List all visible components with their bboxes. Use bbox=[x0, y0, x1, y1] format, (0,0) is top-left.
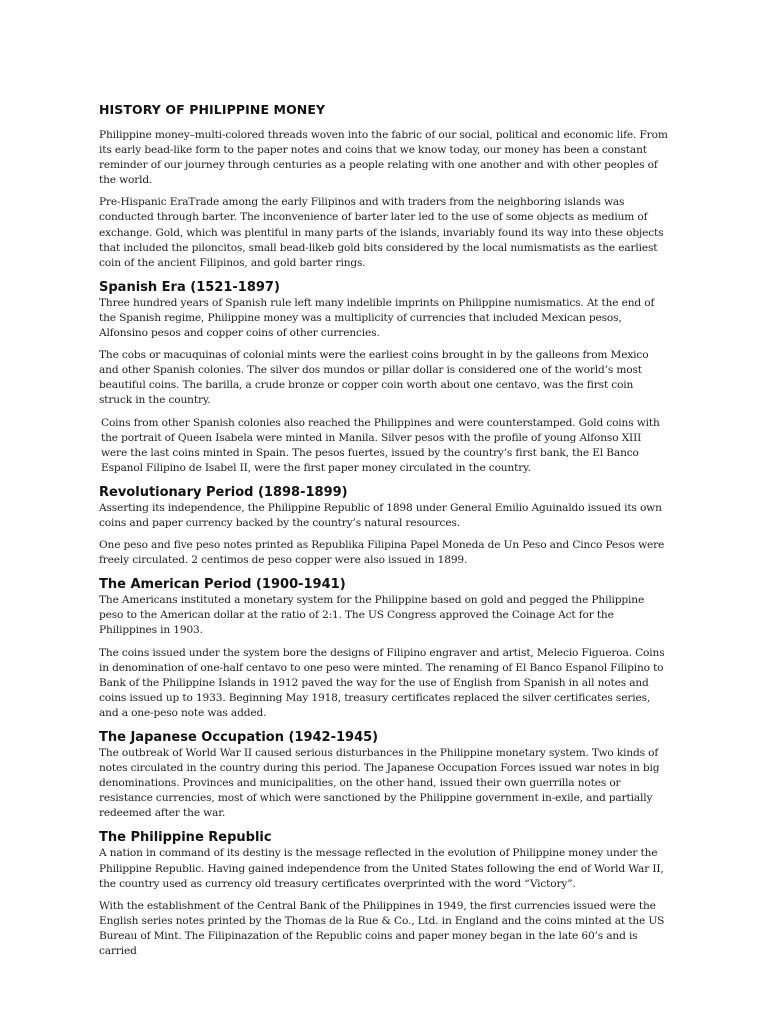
intro-paragraph: Philippine money–multi-colored threads woven into the fabric of our social, political and economic life. From its early bead-like form to the paper notes and coins that we know today, our money has been a constant reminder of our journey through centuries as a people relating with one another and with other peoples of the world. bbox=[99, 129, 668, 187]
section-philippine-republic bbox=[99, 829, 669, 959]
section-heading: The Japanese Occupation (1942-1945) bbox=[99, 730, 379, 745]
intro-paragraph: Pre-Hispanic EraTrade among the early Filipinos and with traders from the neighboring islands was conducted through barter. The inconvenience of barter later led to the use of some objects as medium of exchange. Gold, which was plentiful in many parts of the islands, invariably found its way into these objects that included the piloncitos, small bead-likeb gold bits considered by the local numismatists as the earliest coin of the ancient Filipinos, and gold barter rings. bbox=[99, 196, 664, 269]
section-paragraph: The outbreak of World War II caused serious disturbances in the Philippine monetary system. Two kinds of notes circulated in the country during this period. The Japanese Occupation Forces issued war notes in big denominations. Provinces and municipalities, on the other hand, issued their own guerrilla notes or resistance currencies, most of which were sanctioned by the Philippine government in-exile, and partially redeemed after the war. bbox=[99, 747, 660, 820]
section-paragraph: The Americans instituted a monetary system for the Philippine based on gold and pegged the Philippine peso to the American dollar at the ratio of 2:1. The US Congress approved the Coinage Act for the Philippines in 1903. bbox=[99, 594, 645, 637]
section-heading: Revolutionary Period (1898-1899) bbox=[99, 484, 348, 500]
section-paragraph: The coins issued under the system bore the designs of Filipino engraver and artist, Melecio Figueroa. Coins in denomination of one-half centavo to one peso were minted. The renaming of El Banco Espanol Filipino to Bank of the Philippine Islands in 1912 paved the way for the use of English from Spanish in all notes and coins issued up to 1933. Beginning May 1918, treasury certificates replaced the silver certificates series, and a one-peso note was added. bbox=[99, 646, 665, 719]
section-paragraph: Coins from other Spanish colonies also reached the Philippines and were counterstamped. Gold coins with the portrait of Queen Isabela were minted in Manila. Silver pesos with the profile of young Alfonso XIII were the last coins minted in Spain. The pesos fuertes, issued by the country’s first bank, the El Banco Espanol Filipino de Isabel II, were the first paper money circulated in the country. bbox=[101, 416, 660, 474]
section-paragraph: The cobs or macuquinas of colonial mints were the earliest coins brought in by the galleons from Mexico and other Spanish colonies. The silver dos mundos or pillar dollar is considered one of the world’s most beautiful coins. The barilla, a crude bronze or copper coin worth about one centavo, was the first coin struck in the country. bbox=[99, 349, 649, 407]
section-spanish-era bbox=[99, 279, 669, 476]
section-heading: The American Period (1900-1941) bbox=[99, 577, 346, 593]
section-revolutionary-period bbox=[99, 484, 669, 568]
section-japanese-occupation bbox=[99, 729, 669, 821]
section-american-period bbox=[99, 576, 669, 721]
section-heading: The Philippine Republic bbox=[99, 830, 272, 846]
section-paragraph: A nation in command of its destiny is the message reflected in the evolution of Philippine money under the Philippine Republic. Having gained independence from the United States following the end of World War II, the country used as currency old treasury certificates overprinted with the word “Victory”. bbox=[99, 847, 664, 890]
document-body bbox=[99, 101, 669, 966]
document-title: HISTORY OF PHILIPPINE MONEY bbox=[99, 102, 326, 117]
section-paragraph: One peso and five peso notes printed as Republika Filipina Papel Moneda de Un Peso and Cinco Pesos were freely circulated. 2 centimos de peso copper were also issued in 1899. bbox=[99, 539, 665, 567]
section-paragraph: Asserting its independence, the Philippine Republic of 1898 under General Emilio Aguinaldo issued its own coins and paper currency backed by the country’s natural resources. bbox=[99, 501, 662, 529]
section-paragraph: With the establishment of the Central Bank of the Philippines in 1949, the first currencies issued were the English series notes printed by the Thomas de la Rue & Co., Ltd. in England and the coins minted at the US Bureau of Mint. The Filipinazation of the Republic coins and paper money began in the late 60’s and is carried bbox=[99, 899, 665, 958]
section-heading: Spanish Era (1521-1897) bbox=[99, 279, 280, 295]
section-paragraph: Three hundred years of Spanish rule left many indelible imprints on Philippine numismatics. At the end of the Spanish regime, Philippine money was a multiplicity of currencies that included Mexican pesos, Alfonsino pesos and copper coins of other currencies. bbox=[99, 296, 655, 340]
